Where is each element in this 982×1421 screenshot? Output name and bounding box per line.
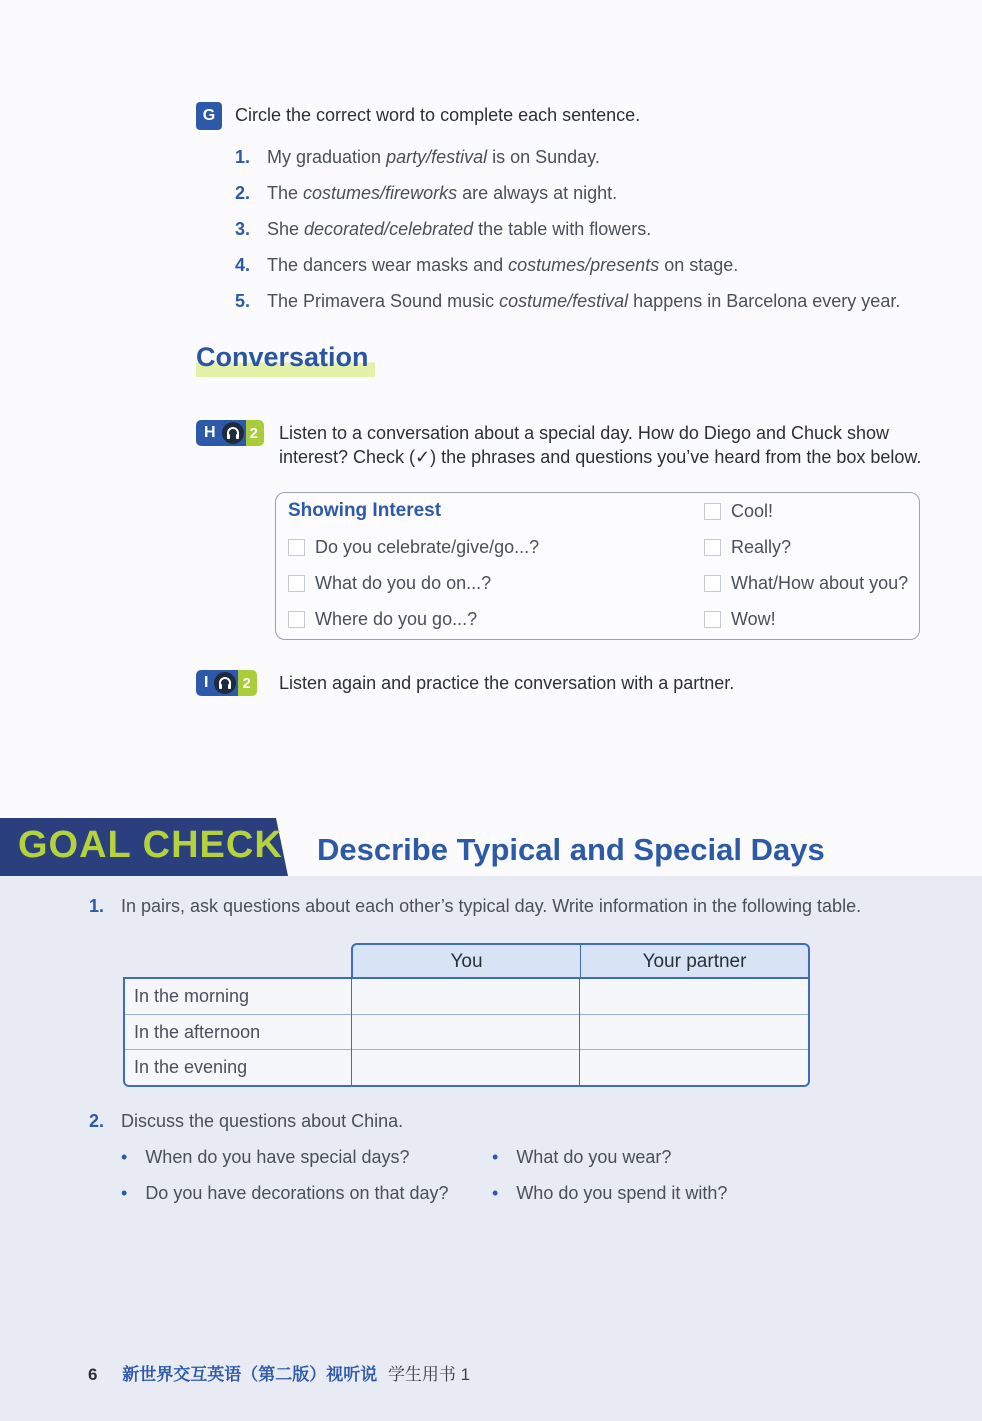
item-4-choice[interactable]: costumes/presents bbox=[508, 255, 660, 275]
activity-i-instruction: Listen again and practice the conversation with a partner. bbox=[279, 673, 735, 693]
activity-h-line-1: Listen to a conversation about a special day. How do Diego and Chuck show bbox=[279, 423, 890, 443]
item-4-number: 4. bbox=[235, 255, 251, 275]
item-4-sentence: The dancers wear masks and costumes/presents on stage. bbox=[267, 255, 739, 275]
item-5-sentence: The Primavera Sound music costume/festival happens in Barcelona every year. bbox=[267, 291, 901, 311]
activity-g-instruction: Circle the correct word to complete each sentence. bbox=[235, 105, 641, 125]
goal-check-label: GOAL CHECK bbox=[18, 824, 283, 866]
item-1-choice[interactable]: party/festival bbox=[386, 147, 488, 167]
audio-track-number: 2 bbox=[246, 420, 264, 446]
phrase-checkbox-item[interactable]: What do you do on...? bbox=[288, 573, 491, 594]
column-header-you: You bbox=[450, 951, 483, 972]
goal-q2-number: 2. bbox=[89, 1111, 105, 1131]
activity-g-badge bbox=[196, 102, 222, 130]
table-row bbox=[125, 1014, 808, 1050]
item-1-number: 1. bbox=[235, 147, 251, 167]
phrase-checkbox-item[interactable]: What/How about you? bbox=[704, 573, 908, 594]
item-1-sentence: My graduation party/festival is on Sunday. bbox=[267, 147, 600, 167]
goal-q2-text: Discuss the questions about China. bbox=[121, 1111, 404, 1131]
item-5-number: 5. bbox=[235, 291, 251, 311]
checkbox[interactable] bbox=[704, 503, 721, 520]
activity-h-badge[interactable] bbox=[196, 420, 264, 446]
typical-day-table bbox=[123, 977, 810, 1087]
table-row bbox=[125, 979, 808, 1014]
goal-q1-number: 1. bbox=[89, 896, 105, 916]
conversation-heading: Conversation bbox=[196, 342, 375, 377]
phrase-checkbox-item[interactable]: Cool! bbox=[704, 501, 773, 522]
book-subtitle: 学生用书 1 bbox=[387, 1365, 471, 1384]
activity-h-instruction bbox=[279, 421, 921, 469]
checkbox[interactable] bbox=[288, 539, 305, 556]
book-title: 新世界交互英语（第二版）视听说 bbox=[122, 1365, 378, 1384]
checkbox[interactable] bbox=[704, 611, 721, 628]
checkbox[interactable] bbox=[288, 575, 305, 592]
item-3-choice[interactable]: decorated/celebrated bbox=[304, 219, 474, 239]
phrase-checkbox-item[interactable]: Do you celebrate/give/go...? bbox=[288, 537, 539, 558]
bullet-item: • What do you wear? bbox=[492, 1147, 672, 1167]
activity-i-badge[interactable] bbox=[196, 670, 257, 696]
item-2-number: 2. bbox=[235, 183, 251, 203]
headphones-icon bbox=[220, 420, 246, 446]
column-header-partner: Your partner bbox=[580, 945, 808, 979]
checkbox[interactable] bbox=[288, 611, 305, 628]
item-2-choice[interactable]: costumes/fireworks bbox=[303, 183, 458, 203]
column-divider bbox=[351, 979, 352, 1085]
bullet-item: • When do you have special days? bbox=[121, 1147, 410, 1167]
goal-check-title: Describe Typical and Special Days bbox=[317, 832, 825, 867]
table-header bbox=[351, 943, 810, 979]
row-label: In the evening bbox=[134, 1057, 248, 1077]
activity-h-letter: H bbox=[196, 420, 220, 446]
table-row bbox=[125, 1049, 808, 1085]
headphones-icon bbox=[212, 670, 238, 696]
page-footer bbox=[88, 1360, 470, 1385]
column-divider bbox=[579, 979, 580, 1085]
activity-g-letter: G bbox=[202, 107, 216, 124]
audio-track-number: 2 bbox=[238, 670, 256, 696]
row-label: In the morning bbox=[134, 986, 250, 1006]
checkbox[interactable] bbox=[704, 575, 721, 592]
item-3-number: 3. bbox=[235, 219, 251, 239]
phrase-checkbox-item[interactable]: Really? bbox=[704, 537, 791, 558]
item-3-sentence: She decorated/celebrated the table with flowers. bbox=[267, 219, 652, 239]
page-number: 6 bbox=[88, 1365, 98, 1384]
item-5-choice[interactable]: costume/festival bbox=[499, 291, 629, 311]
bullet-item: • Do you have decorations on that day? bbox=[121, 1183, 449, 1203]
phrase-checkbox-item[interactable]: Wow! bbox=[704, 609, 776, 630]
bullet-item: • Who do you spend it with? bbox=[492, 1183, 728, 1203]
checkbox[interactable] bbox=[704, 539, 721, 556]
showing-interest-title: Showing Interest bbox=[288, 500, 442, 521]
activity-i-letter: I bbox=[196, 670, 212, 696]
row-label: In the afternoon bbox=[134, 1022, 261, 1042]
goal-q1-text: In pairs, ask questions about each other’s typical day. Write information in the following table. bbox=[121, 896, 862, 916]
item-2-sentence: The costumes/fireworks are always at night. bbox=[267, 183, 618, 203]
activity-h-line-2: interest? Check (✓) the phrases and questions you’ve heard from the box below. bbox=[279, 447, 922, 467]
phrase-checkbox-item[interactable]: Where do you go...? bbox=[288, 609, 477, 630]
